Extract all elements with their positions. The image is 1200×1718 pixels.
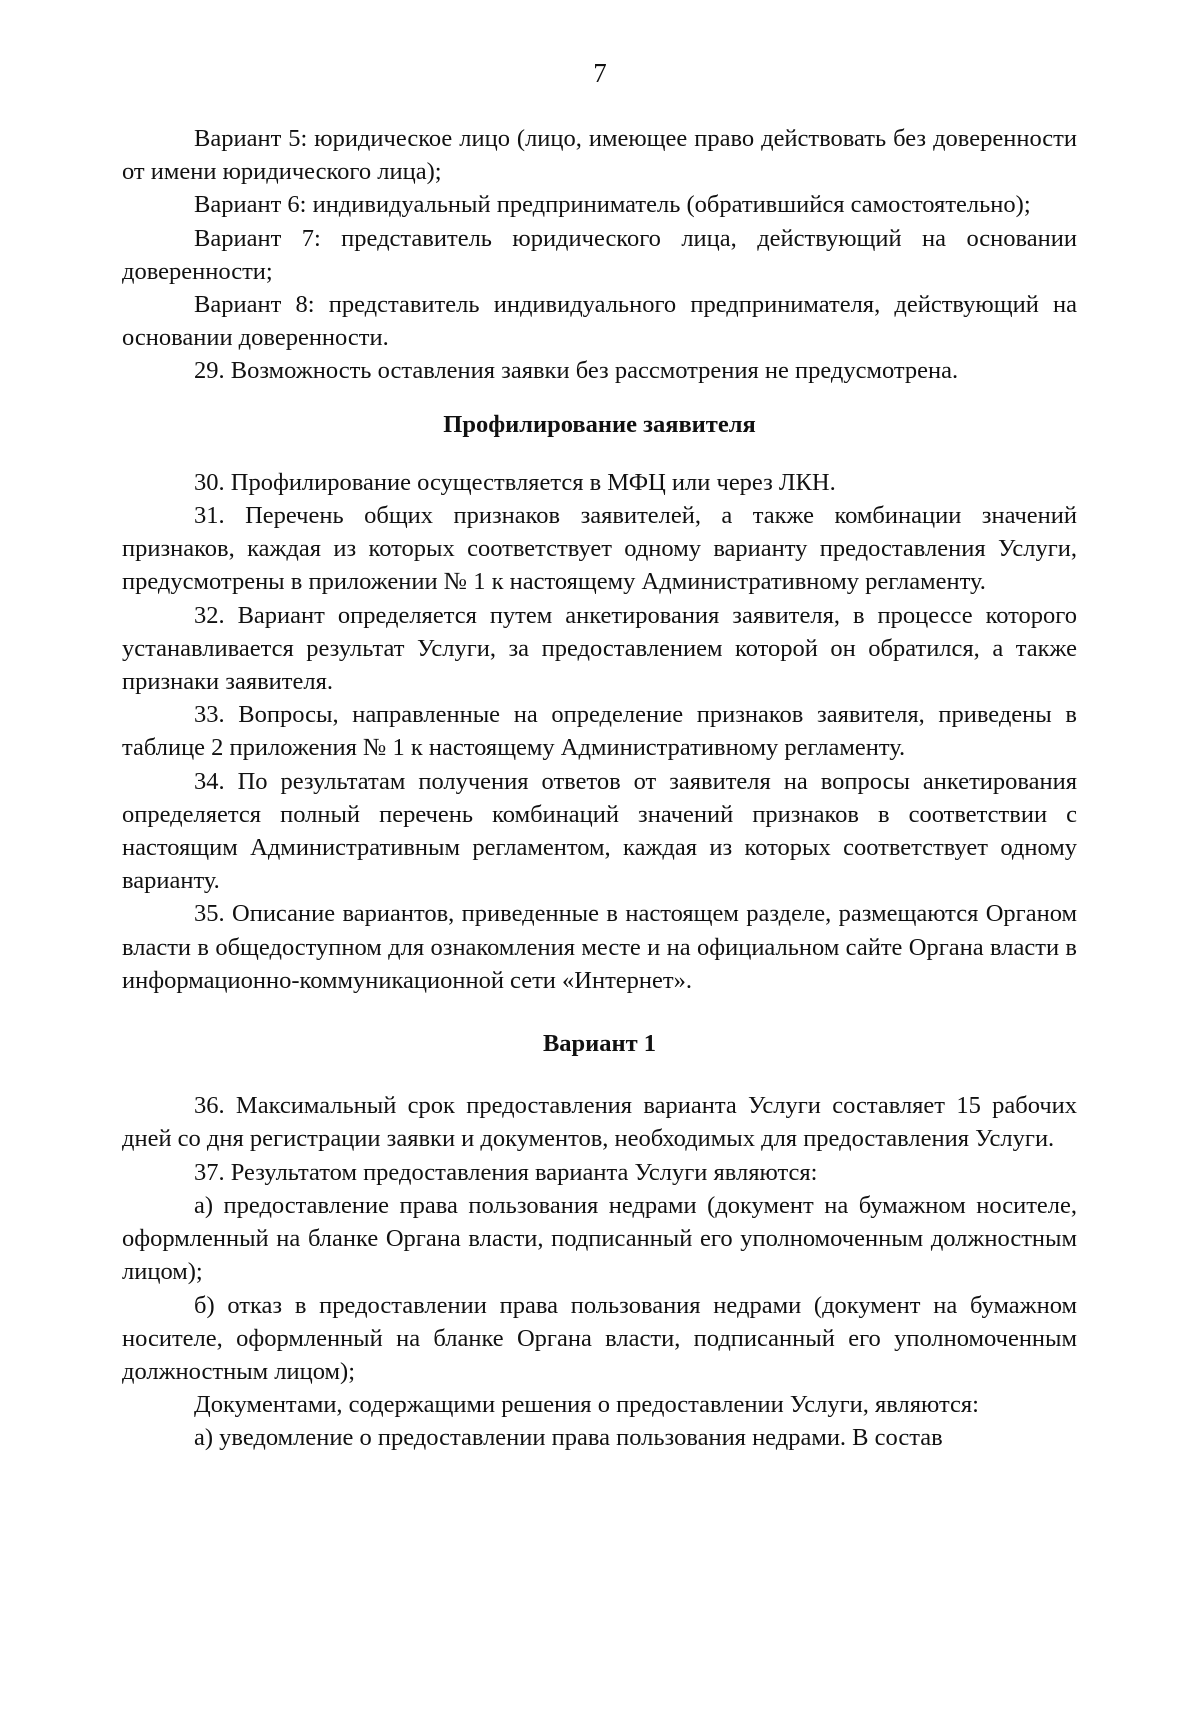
paragraph-variant-7: Вариант 7: представитель юридического лица, действующий на основании доверенности;: [122, 224, 1077, 285]
paragraph-variant-8: Вариант 8: представитель индивидуального предпринимателя, действующий на основании доверенности.: [122, 291, 1077, 352]
paragraph-36: 36. Максимальный срок предоставления варианта Услуги составляет 15 рабочих дней со дня регистрации заявки и документов, необходимых для предоставления Услуги.: [122, 1092, 1077, 1153]
section-heading-profiling: Профилирование заявителя: [443, 410, 756, 438]
paragraph-variant-6: Вариант 6: индивидуальный предприниматель (обратившийся самостоятельно);: [194, 191, 1031, 219]
document-body: [122, 122, 1077, 1455]
section-heading-variant-1: Вариант 1: [542, 1030, 657, 1058]
paragraph-29: 29. Возможность оставления заявки без рассмотрения не предусмотрена.: [194, 357, 959, 385]
paragraph-decision-a: а) уведомление о предоставлении права пользования недрами. В состав: [194, 1424, 943, 1452]
paragraph-30: 30. Профилирование осуществляется в МФЦ или через ЛКН.: [194, 468, 836, 496]
paragraph-33: 33. Вопросы, направленные на определение признаков заявителя, приведены в таблице 2 приложения № 1 к настоящему Административному регламенту.: [122, 701, 1077, 762]
paragraph-37-b: б) отказ в предоставлении права пользования недрами (документ на бумажном носителе, оформленный на бланке Органа власти, подписанный его уполномоченным должностным лицом);: [122, 1291, 1077, 1385]
paragraph-variant-5: Вариант 5: юридическое лицо (лицо, имеющее право действовать без доверенности от имени юридического лица);: [122, 125, 1077, 186]
paragraph-34: 34. По результатам получения ответов от заявителя на вопросы анкетирования определяется полный перечень комбинаций значений признаков в соответствии с настоящим Административным регламентом, каждая из которых соответствует одному варианту.: [122, 767, 1077, 895]
paragraph-37: 37. Результатом предоставления варианта Услуги являются:: [194, 1158, 818, 1186]
paragraph-31: 31. Перечень общих признаков заявителей, а также комбинации значений признаков, каждая из которых соответствует одному варианту предоставления Услуги, предусмотрены в приложении № 1 к настоящему Административному регламенту.: [122, 502, 1077, 596]
paragraph-decision-documents: Документами, содержащими решения о предоставлении Услуги, являются:: [194, 1391, 979, 1419]
paragraph-32: 32. Вариант определяется путем анкетирования заявителя, в процессе которого устанавливается результат Услуги, за предоставлением которой он обратился, а также признаки заявителя.: [122, 601, 1077, 696]
paragraph-35: 35. Описание вариантов, приведенные в настоящем разделе, размещаются Органом власти в общедоступном для ознакомления месте и на официальном сайте Органа власти в информационно-коммуникационной сети «Интернет».: [122, 900, 1077, 994]
paragraph-37-a: а) предоставление права пользования недрами (документ на бумажном носителе, оформленный на бланке Органа власти, подписанный его уполномоченным должностным лицом);: [122, 1191, 1077, 1286]
page-number: 7: [593, 58, 607, 88]
